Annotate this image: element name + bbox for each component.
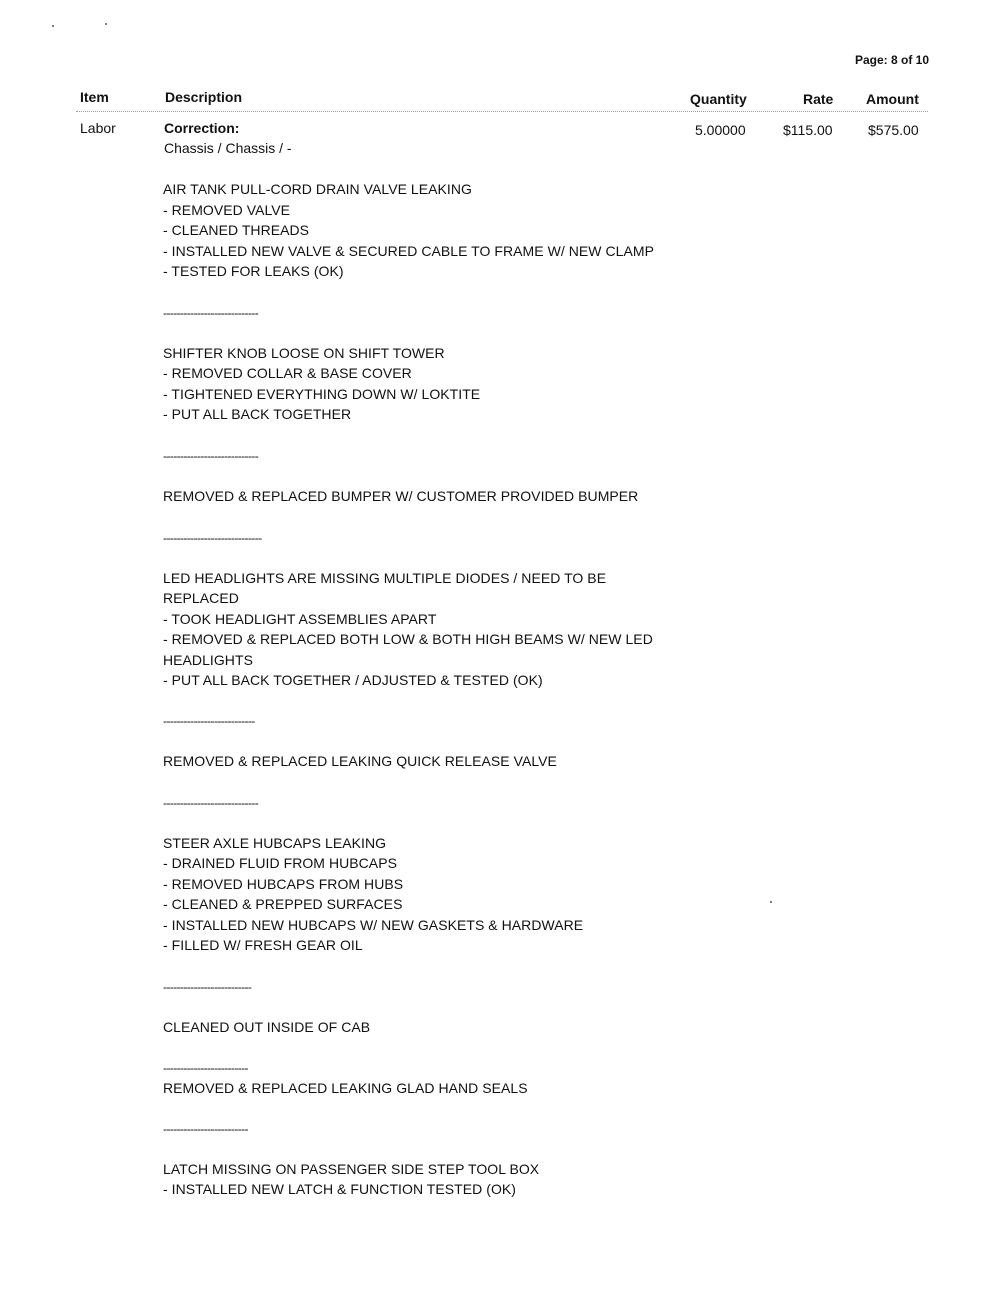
- description-line: - INSTALLED NEW HUBCAPS W/ NEW GASKETS & HARDWARE: [163, 917, 584, 933]
- scan-speck: [105, 23, 107, 25]
- description-line: - FILLED W/ FRESH GEAR OIL: [163, 937, 363, 953]
- description-line: - REMOVED COLLAR & BASE COVER: [163, 365, 412, 381]
- header-rate: Rate: [803, 91, 834, 107]
- description-line: HEADLIGHTS: [163, 652, 253, 668]
- description-line: - PUT ALL BACK TOGETHER: [163, 406, 352, 422]
- description-line: - INSTALLED NEW VALVE & SECURED CABLE TO FRAME W/ NEW CLAMP: [163, 243, 654, 259]
- header-amount: Amount: [866, 91, 919, 107]
- description-line: - REMOVED HUBCAPS FROM HUBS: [163, 876, 404, 892]
- section-separator: ----------------------------: [163, 449, 259, 463]
- description-line: - REMOVED & REPLACED BOTH LOW & BOTH HIGH BEAMS W/ NEW LED: [163, 631, 653, 647]
- description-line: - REMOVED VALVE: [163, 202, 291, 218]
- description-line: - TOOK HEADLIGHT ASSEMBLIES APART: [163, 611, 437, 627]
- section-separator: ----------------------------: [163, 796, 259, 810]
- description-line: - PUT ALL BACK TOGETHER / ADJUSTED & TESTED (OK): [163, 672, 543, 688]
- row-item: Labor: [80, 120, 116, 136]
- description-line: AIR TANK PULL-CORD DRAIN VALVE LEAKING: [163, 181, 472, 197]
- section-separator: --------------------------: [163, 980, 252, 994]
- description-line: - INSTALLED NEW LATCH & FUNCTION TESTED (OK): [163, 1181, 517, 1197]
- description-line: - TESTED FOR LEAKS (OK): [163, 263, 344, 279]
- description-line: SHIFTER KNOB LOOSE ON SHIFT TOWER: [163, 345, 445, 361]
- header-description: Description: [165, 89, 243, 105]
- section-separator: -----------------------------: [163, 531, 262, 545]
- section-separator: ----------------------------: [163, 306, 259, 320]
- description-line: STEER AXLE HUBCAPS LEAKING: [163, 835, 387, 851]
- description-line: - DRAINED FLUID FROM HUBCAPS: [163, 855, 397, 871]
- section-separator: -------------------------: [163, 1122, 248, 1136]
- row-path: Chassis / Chassis / -: [164, 140, 292, 156]
- row-label: Correction:: [164, 120, 240, 136]
- description-line: REMOVED & REPLACED BUMPER W/ CUSTOMER PROVIDED BUMPER: [163, 488, 639, 504]
- row-amount: $575.00: [868, 122, 919, 138]
- description-line: REPLACED: [163, 590, 239, 606]
- scan-speck: [52, 25, 54, 27]
- section-separator: -------------------------: [163, 1061, 248, 1075]
- description-line: LATCH MISSING ON PASSENGER SIDE STEP TOOL BOX: [163, 1161, 540, 1177]
- row-quantity: 5.00000: [695, 122, 746, 138]
- description-line: REMOVED & REPLACED LEAKING QUICK RELEASE VALVE: [163, 753, 557, 769]
- description-line: - CLEANED THREADS: [163, 222, 310, 238]
- description-line: REMOVED & REPLACED LEAKING GLAD HAND SEALS: [163, 1080, 528, 1096]
- description-line: - CLEANED & PREPPED SURFACES: [163, 896, 403, 912]
- description-line: CLEANED OUT INSIDE OF CAB: [163, 1019, 371, 1035]
- header-quantity: Quantity: [690, 91, 747, 107]
- section-separator: ---------------------------: [163, 714, 255, 728]
- page-number: Page: 8 of 10: [855, 53, 930, 67]
- row-rate: $115.00: [783, 122, 833, 138]
- header-divider: [76, 111, 928, 112]
- description-line: LED HEADLIGHTS ARE MISSING MULTIPLE DIODES / NEED TO BE: [163, 570, 607, 586]
- scan-speck: [770, 901, 772, 903]
- header-item: Item: [80, 89, 109, 105]
- description-line: - TIGHTENED EVERYTHING DOWN W/ LOKTITE: [163, 386, 481, 402]
